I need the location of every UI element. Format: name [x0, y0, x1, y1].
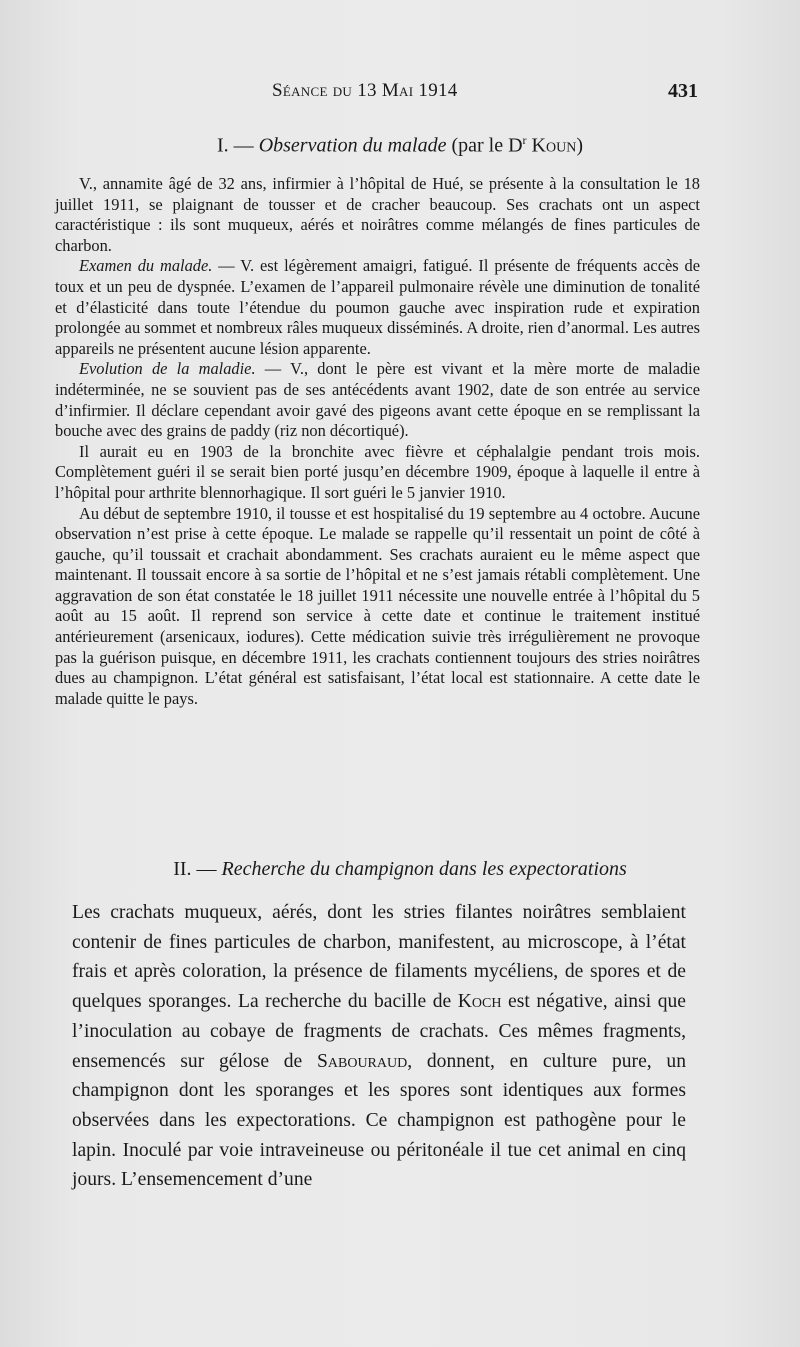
running-head — [0, 80, 800, 108]
page-number: 431 — [668, 80, 698, 102]
section-2-body — [72, 898, 686, 1195]
paragraph-evolution: Evolution de la maladie. — V., dont le père est vivant et la mère morte de maladie indéterminée, ne se souvient pas de ses antécédents avant 1902, date de son entrée au service d’infirmier. Il déclare cependant avoir gavé des pigeons avant cette époque en se remplissant la bouche avec des grains de paddy (riz non décortiqué). — [55, 359, 700, 441]
paragraph-history: Il aurait eu en 1903 de la bronchite avec fièvre et céphalalgie pendant trois mois. Complètement guéri il se serait bien porté jusqu’en décembre 1909, époque à laquelle il entre à l’hôpital pour arthrite blennorhagique. Il sort guéri le 5 janvier 1910. — [55, 441, 700, 502]
paragraph-course: Au début de septembre 1910, il tousse et est hospitalisé du 19 septembre au 4 octobre. Aucune observation n’est prise à cette époque. Le malade se rappelle qu’il ressentait un point de côté à gauche, qu’il toussait et crachait abondamment. Ses crachats auraient eu le même aspect que maintenant. Il toussait encore à sa sortie de l’hôpital et ne s’est jamais rétabli complètement. Une aggravation de son état constatée le 18 juillet 1911 nécessite une nouvelle entrée à l’hôpital du 5 août au 15 août. Il reprend son service à cette date et continue le traitement institué antérieurement (arsenicaux, iodures). Cette médication suivie très irrégulièrement ne provoque pas la guérison puisque, en décembre 1911, les crachats contiennent toujours des stries noirâtres dues au champignon. L’état général est satisfaisant, l’état local est stationnaire. A cette date le malade quitte le pays. — [55, 503, 700, 708]
section-2-title: II. — Recherche du champignon dans les expectorations — [173, 858, 627, 880]
paragraph-intro: V., annamite âgé de 32 ans, infirmier à l’hôpital de Hué, se présente à la consultation le 18 juillet 1911, se plaignant de tousser et de cracher beaucoup. Ses crachats ont un aspect caractéristique : ils sont muqueux, aérés et noirâtres comme mélangés de fines particules de charbon. — [55, 174, 700, 255]
section-1-body — [55, 174, 700, 709]
section-1-title: I. — Observation du malade (par le $D^r$ Koun) — [217, 133, 583, 157]
paragraph-research: Les crachats muqueux, aérés, dont les stries filantes noirâtres semblaient contenir de fines particules de charbon, manifestent, au microscope, à l’état frais et après coloration, la présence de filaments mycéliens, de spores et de quelques sporanges. La recherche du bacille de Koch est négative, ainsi que l’inoculation au cobaye de fragments de crachats. Ces mêmes fragments, ensemencés sur gélose de Sabouraud, donnent, en culture pure, un champignon dont les sporanges et les spores sont identiques aux formes observées dans les expectorations. Ce champignon est pathogène pour le lapin. Inoculé par voie intraveineuse ou péritonéale il tue cet animal en cinq jours. L’ensemencement d’une — [72, 902, 686, 1191]
running-title: Séance du 13 Mai 1914 — [272, 80, 458, 101]
paragraph-exam: Examen du malade. — V. est légèrement amaigri, fatigué. Il présente de fréquents accès de toux et un peu de dyspnée. L’examen de l’appareil pulmonaire révèle une diminution de tonalité et d’élasticité dans toute l’étendue du poumon gauche avec inspiration rude et expiration prolongée au sommet et nombreux râles muqueux disséminés. A droite, rien d’anormal. Les autres appareils ne présentent aucune lésion apparente. — [55, 256, 700, 358]
